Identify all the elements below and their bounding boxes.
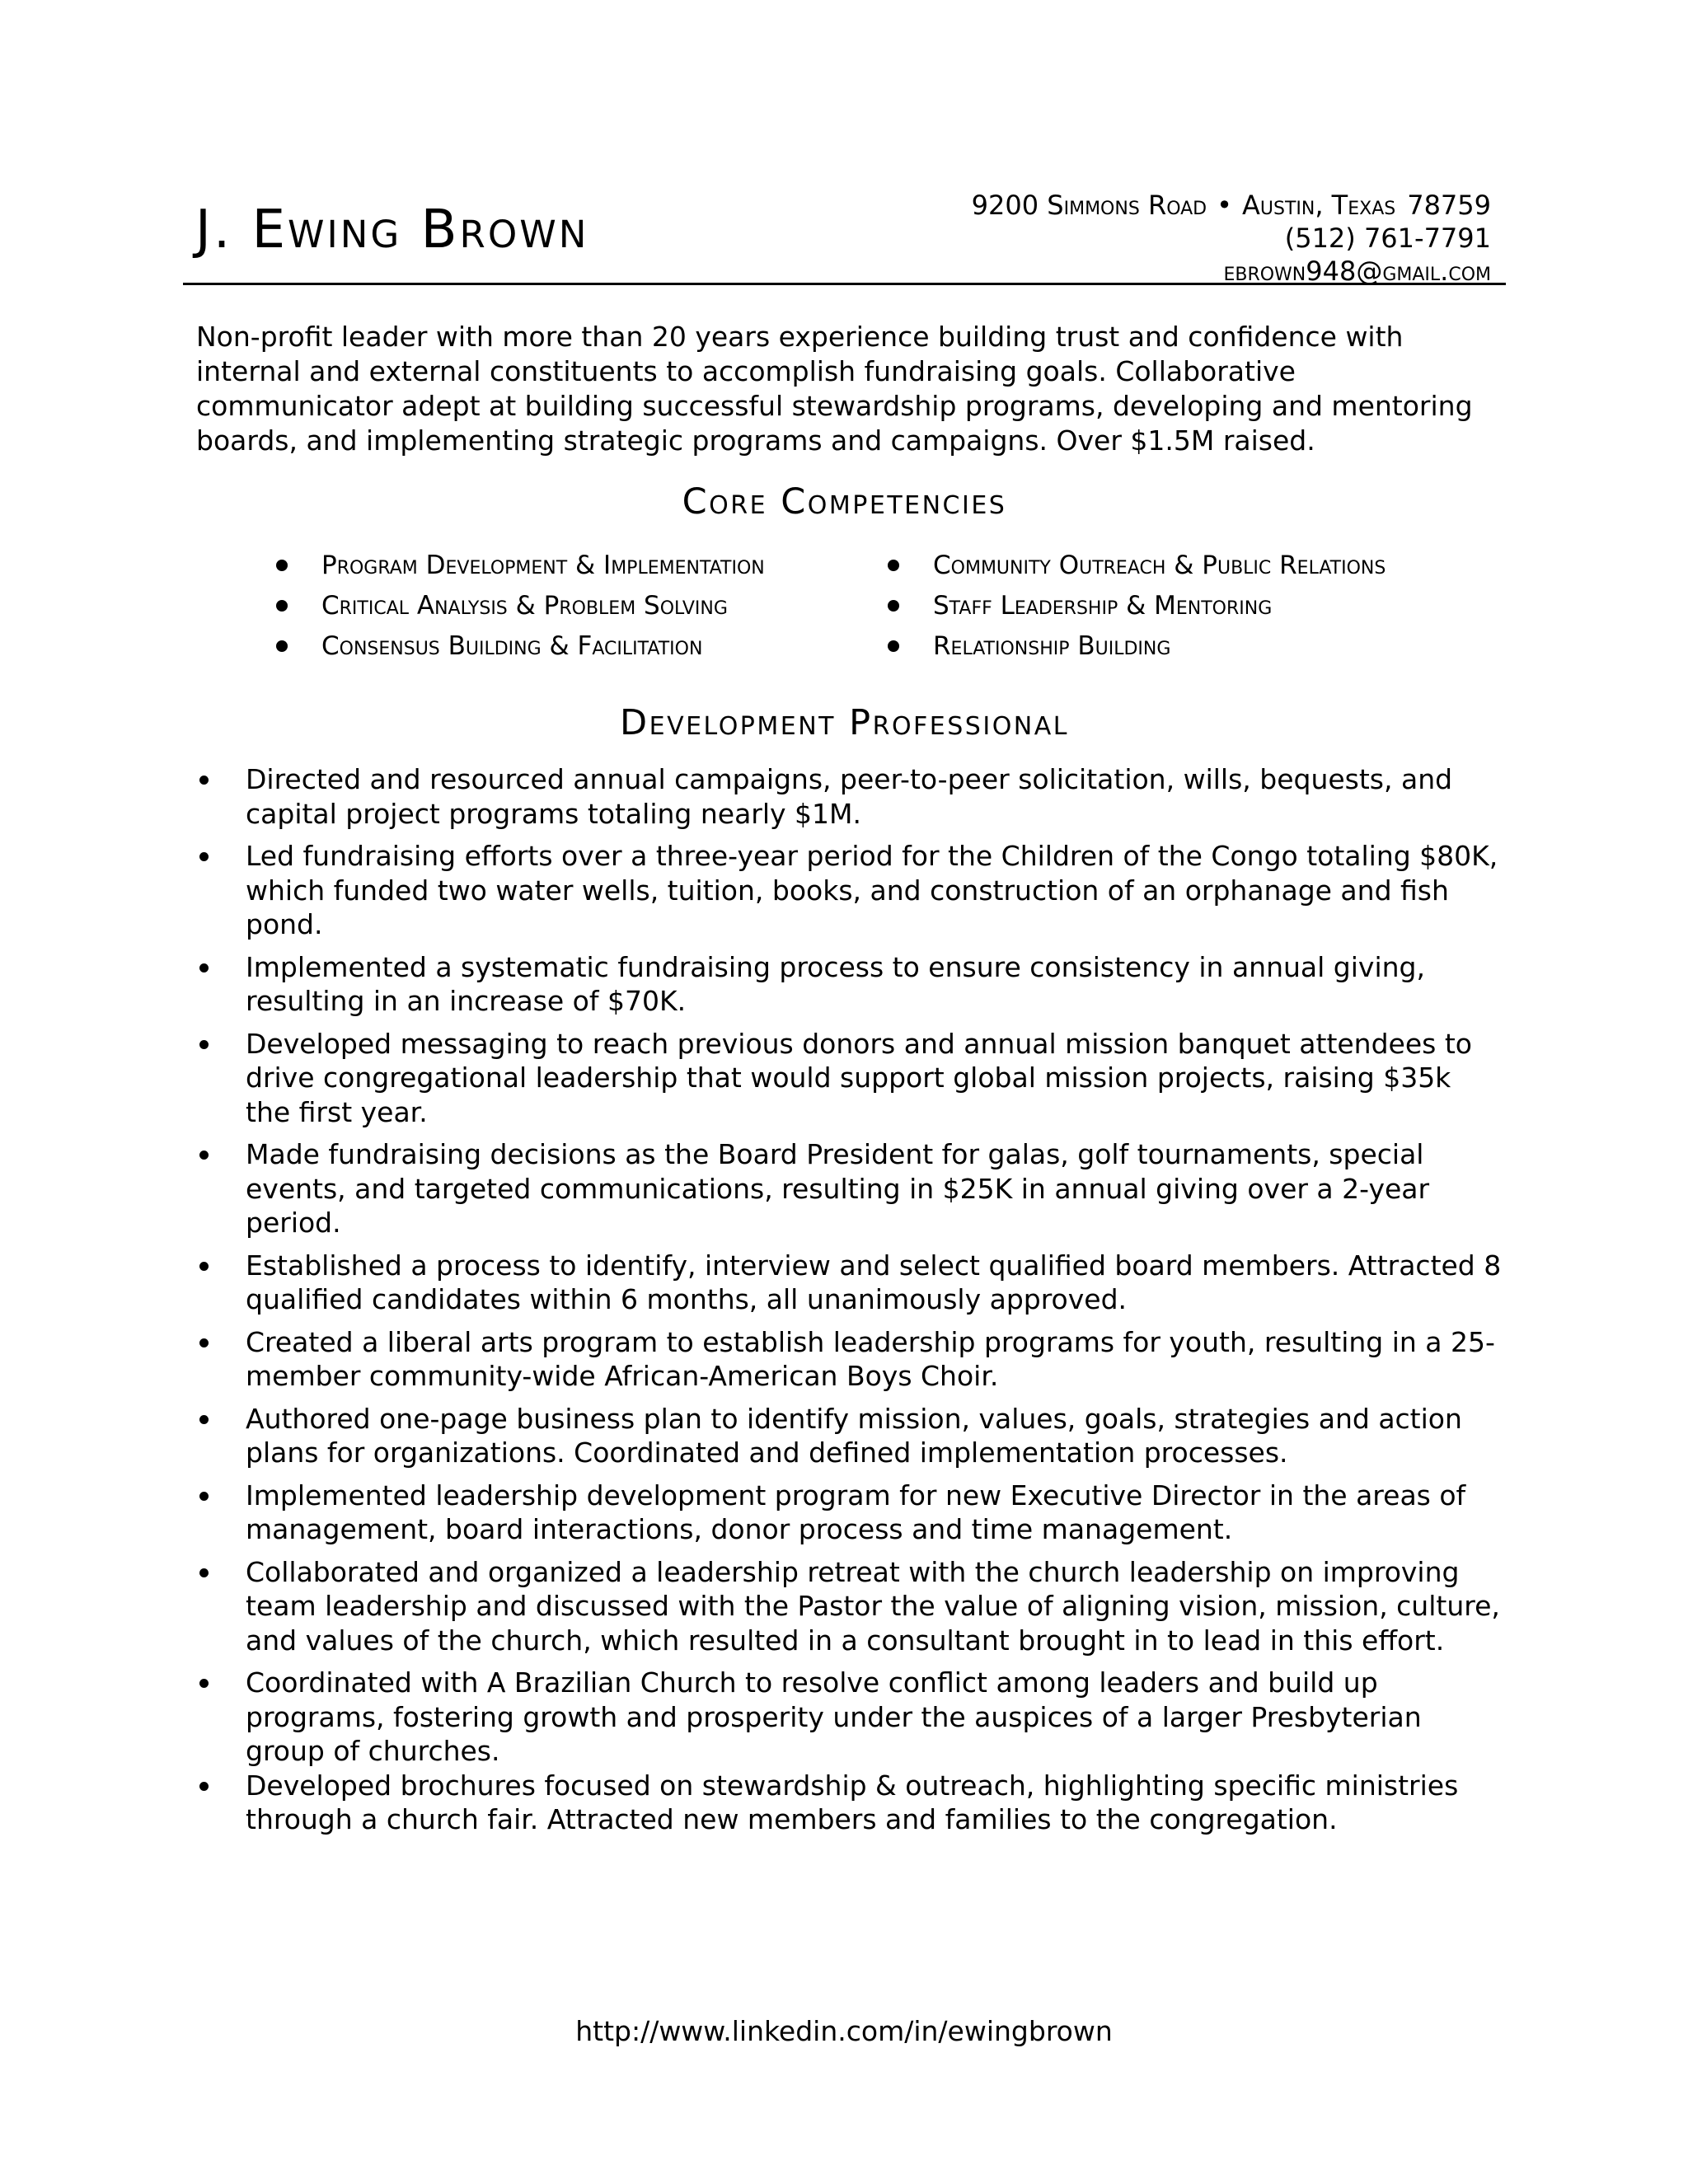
competency-item [880,546,1457,586]
achievement-item [196,1402,1503,1470]
bullet-icon [199,1782,209,1791]
competency-item [269,626,880,667]
bullet-icon [199,1679,209,1688]
achievements-list [196,762,1503,1837]
bullet-icon [199,776,209,785]
achievement-text: Developed brochures focused on stewardship & outreach, highlighting specific ministries through a church fair. Attracted new members and families to the congregation. [246,1769,1459,1835]
achievement-text: Created a liberal arts program to establish leadership programs for youth, resulting in a 25-member community-wide African-American Boys Choir. [246,1325,1495,1392]
achievement-item [196,1325,1503,1394]
bullet-icon [276,600,288,612]
address-street: 9200 Simmons Road [971,190,1207,221]
bullet-icon [199,852,209,861]
bullet-icon [888,640,899,652]
achievement-item [196,1137,1503,1240]
bullet-icon [199,1415,209,1424]
competency-item [269,586,880,626]
achievement-text: Implemented leadership development program for new Executive Director in the areas of management, board interactions, donor process and time management. [246,1479,1466,1545]
competency-item [269,546,880,586]
phone-number: (512) 761-7791 [1284,223,1491,254]
resume-header [183,177,1506,285]
address-separator: • [1217,190,1232,221]
development-professional-heading: Development Professional [620,702,1069,743]
achievement-item [196,762,1503,831]
address-line [972,189,1491,222]
bullet-icon [888,560,899,571]
professional-summary [196,320,1498,458]
core-competencies-heading: Core Competencies [682,481,1007,523]
achievement-item [196,1666,1503,1769]
bullet-icon [276,560,288,571]
competency-item [880,586,1457,626]
bullet-icon [888,600,899,612]
email-address[interactable]: ebrown948@gmail.com [1223,255,1491,287]
bullet-icon [199,1262,209,1271]
bullet-icon [199,1492,209,1501]
achievement-item [196,1555,1503,1658]
achievement-text: Coordinated with A Brazilian Church to resolve conflict among leaders and build up programs, fostering growth and prosperity under the auspices of a larger Presbyterian group of churches. [246,1666,1422,1767]
achievement-item [196,950,1503,1019]
address-city-state: Austin, Texas [1241,190,1396,221]
achievement-item [196,1769,1503,1837]
achievement-item [196,1027,1503,1130]
achievement-item [196,1249,1503,1317]
competency-item [880,626,1457,667]
linkedin-link[interactable]: http://www.linkedin.com/in/ewingbrown [575,2015,1113,2047]
core-competencies-list [269,546,1464,667]
bullet-icon [199,1568,209,1577]
achievement-text: Directed and resourced annual campaigns, peer-to-peer solicitation, wills, bequests, and capital project programs totaling nearly $1M. [246,763,1453,830]
bullet-icon [199,1151,209,1160]
contact-block [972,189,1491,288]
competency-label: Relationship Building [933,631,1171,661]
achievement-text: Implemented a systematic fundraising process to ensure consistency in annual giving, resulting in an increase of $70K. [246,950,1425,1017]
achievement-text: Led fundraising efforts over a three-year period for the Children of the Congo totaling $80K, which funded two water wells, tuition, books, and construction of an orphanage and fish pond. [246,840,1498,940]
bullet-icon [199,963,209,972]
competency-label: Consensus Building & Facilitation [321,631,703,661]
achievement-item [196,1479,1503,1547]
achievement-text: Made fundraising decisions as the Board President for galas, golf tournaments, special events, and targeted communications, resulting in $25K in annual giving over a 2-year period. [246,1138,1430,1239]
summary-text: Non-profit leader with more than 20 years experience building trust and confidence with internal and external constituents to accomplish fundraising goals. Collaborative communicator adept at building successful stewardship programs, developing and mentoring boards, and implementing strategic programs and campaigns. Over $1.5M raised. [196,321,1473,457]
achievement-text: Collaborated and organized a leadership retreat with the church leadership on improving team leadership and discussed with the Pastor the value of aligning vision, mission, culture, and values of the church, which resulted in a consultant brought in to lead in this effort. [246,1555,1500,1657]
competency-label: Staff Leadership & Mentoring [933,591,1273,621]
competency-label: Community Outreach & Public Relations [933,551,1386,580]
candidate-name: J. Ewing Brown [195,199,589,260]
achievement-text: Authored one-page business plan to identify mission, values, goals, strategies and action plans for organizations. Coordinated and defined implementation processes. [246,1402,1462,1469]
achievement-text: Established a process to identify, interview and select qualified board members. Attracted 8 qualified candidates within 6 months, all unanimously approved. [246,1249,1502,1315]
address-zip: 78759 [1407,190,1491,221]
bullet-icon [199,1040,209,1049]
competency-label: Program Development & Implementation [321,551,765,580]
achievement-item [196,839,1503,942]
competency-label: Critical Analysis & Problem Solving [321,591,728,621]
bullet-icon [199,1338,209,1347]
achievement-text: Developed messaging to reach previous donors and annual mission banquet attendees to drive congregational leadership that would support global mission projects, raising $35k the first year. [246,1027,1472,1128]
bullet-icon [276,640,288,652]
